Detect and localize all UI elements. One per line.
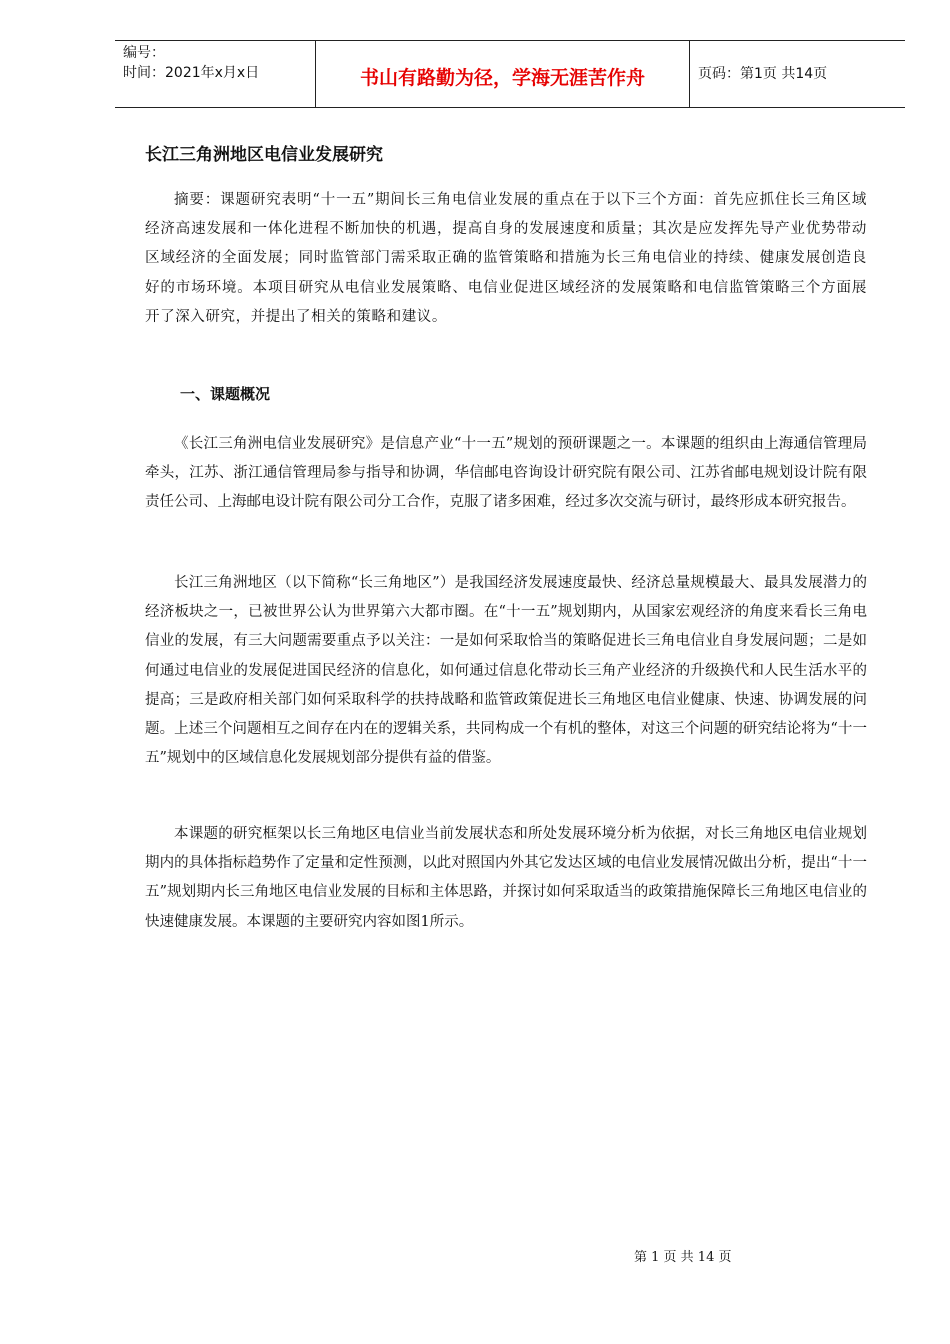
time-label: 时间：2021年x月x日 [123,65,260,81]
body-paragraph-3: 本课题的研究框架以长三角地区电信业当前发展状态和所处发展环境分析为依据，对长三角地区电信业规划期内的具体指标趋势作了定量和定性预测，以此对照国内外其它发达区域的电信业发展情况做出分析，提出“十一五”规划期内长三角地区电信业发展的目标和主体思路，并探讨如何采取适当的政策措施保障长三角地区电信业的快速健康发展。本课题的主要研究内容如图1所示。 [145,826,867,930]
body-paragraph-1: 《长江三角洲电信业发展研究》是信息产业“十一五”规划的预研课题之一。本课题的组织由上海通信管理局牵头，江苏、浙江通信管理局参与指导和协调，华信邮电咨询设计研究院有限公司、江苏省邮电规划设计院有限责任公司、上海邮电设计院有限公司分工合作，克服了诸多困难，经过多次交流与研讨，最终形成本研究报告。 [145,436,867,511]
page-footer: 第 1 页 共 14 页 [634,1250,732,1265]
number-label: 编号： [123,45,165,61]
header-page-info: 页码：第1页 共14页 [698,66,828,82]
document-title: 长江三角洲地区电信业发展研究 [145,145,383,165]
header-meta [115,41,316,107]
header-motto: 书山有路勤为径，学海无涯苦作舟 [316,41,690,107]
page-header [115,40,905,108]
abstract-paragraph: 摘要：课题研究表明“十一五”期间长三角电信业发展的重点在于以下三个方面：首先应抓住长三角区域经济高速发展和一体化进程不断加快的机遇，提高自身的发展速度和质量；其次是应发挥先导产业优势带动区域经济的全面发展；同时监管部门需采取正确的监管策略和措施为长三角电信业的持续、健康发展创造良好的市场环境。本项目研究从电信业发展策略、电信业促进区域经济的发展策略和电信监管策略三个方面展开了深入研究，并提出了相关的策略和建议。 [145,192,867,325]
section-heading: 一、课题概况 [180,385,271,403]
body-paragraph-2: 长江三角洲地区（以下简称“长三角地区”）是我国经济发展速度最快、经济总量规模最大、最具发展潜力的经济板块之一，已被世界公认为世界第六大都市圈。在“十一五”规划期内，从国家宏观经济的角度来看长三角电信业的发展，有三大问题需要重点予以关注：一是如何采取恰当的策略促进长三角电信业自身发展问题；二是如何通过电信业的发展促进国民经济的信息化，如何通过信息化带动长三角产业经济的升级换代和人民生活水平的提高；三是政府相关部门如何采取科学的扶持战略和监管政策促进长三角地区电信业健康、快速、协调发展的问题。上述三个问题相互之间存在内在的逻辑关系，共同构成一个有机的整体，对这三个问题的研究结论将为“十一五”规划中的区域信息化发展规划部分提供有益的借鉴。 [145,575,867,767]
